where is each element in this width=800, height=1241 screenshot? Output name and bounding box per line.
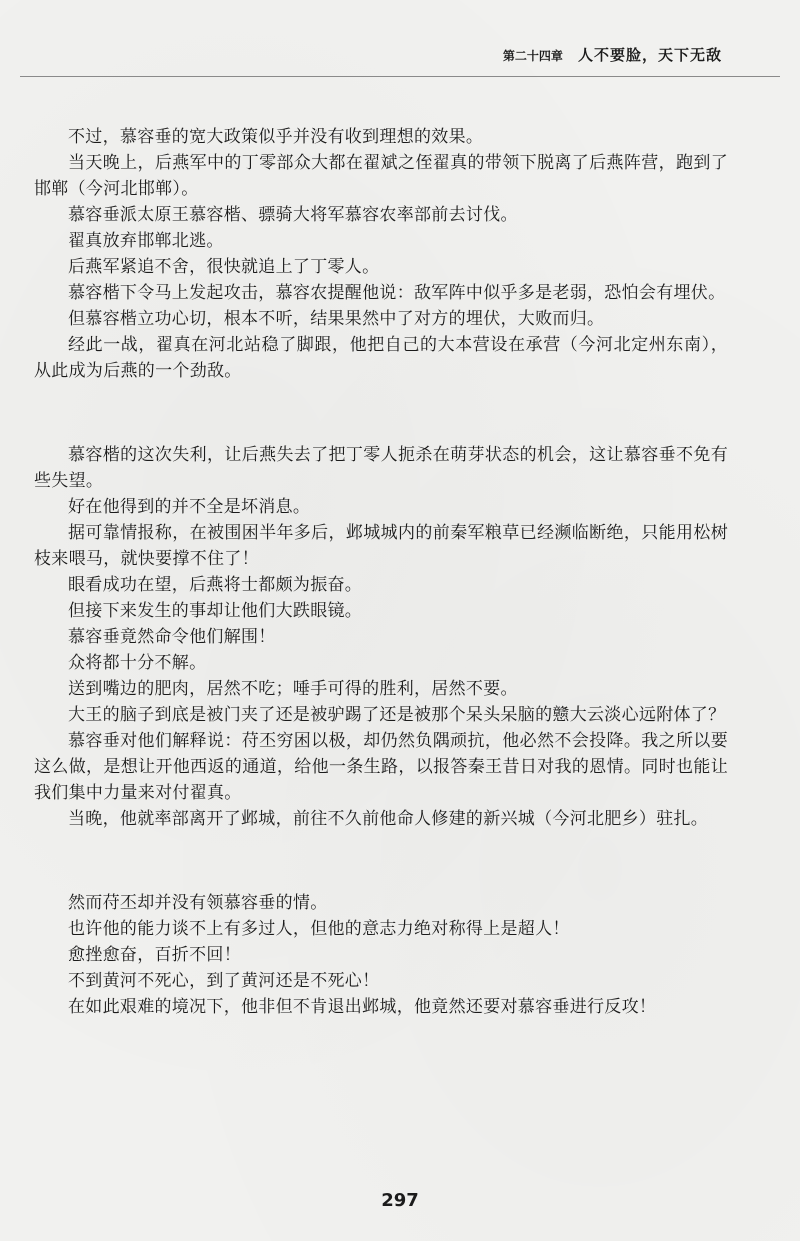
paragraph: 送到嘴边的肥肉，居然不吃；唾手可得的胜利，居然不要。 — [68, 679, 518, 699]
paragraph: 好在他得到的并不全是坏消息。 — [68, 497, 311, 517]
page-number: 297 — [381, 1190, 419, 1211]
section-gap — [34, 400, 728, 426]
paragraph: 后燕军紧追不舍，很快就追上了丁零人。 — [68, 257, 380, 277]
paragraph: 愈挫愈奋，百折不回！ — [68, 945, 241, 965]
paragraph: 众将都十分不解。 — [68, 653, 207, 673]
paragraph: 慕容垂派太原王慕容楷、骠骑大将军慕容农率部前去讨伐。 — [68, 205, 518, 225]
paragraph: 翟真放弃邯郸北逃。 — [68, 231, 224, 251]
body-text — [34, 124, 728, 1020]
paragraph: 当天晚上，后燕军中的丁零部众大都在翟斌之侄翟真的带领下脱离了后燕阵营，跑到了邯郸（今河北邯郸）。 — [34, 153, 728, 199]
paragraph: 据可靠情报称，在被围困半年多后，邺城城内的前秦军粮草已经濒临断绝，只能用松树枝来喂马，就快要撑不住了！ — [34, 523, 728, 569]
paragraph: 慕容垂对他们解释说：苻丕穷困以极，却仍然负隅顽抗，他必然不会投降。我之所以要这么做，是想让开他西返的通道，给他一条生路，以报答秦王昔日对我的恩情。同时也能让我们集中力量来对付翟真。 — [34, 731, 728, 803]
chapter-number: 第二十四章 — [502, 49, 563, 63]
paragraph: 慕容楷下令马上发起攻击，慕容农提醒他说：敌军阵中似乎多是老弱，恐怕会有埋伏。 — [68, 283, 726, 303]
chapter-title: 人不要脸，天下无敌 — [577, 46, 722, 64]
paragraph: 当晚，他就率部离开了邺城，前往不久前他命人修建的新兴城（今河北肥乡）驻扎。 — [68, 809, 709, 829]
section-gap — [34, 848, 728, 874]
paragraph: 慕容垂竟然命令他们解围！ — [68, 627, 276, 647]
paragraph: 大王的脑子到底是被门夹了还是被驴踢了还是被那个呆头呆脑的戆大云淡心远附体了？ — [68, 705, 726, 725]
paragraph: 但慕容楷立功心切，根本不听，结果果然中了对方的埋伏，大败而归。 — [68, 309, 605, 329]
paragraph: 眼看成功在望，后燕将士都颇为振奋。 — [68, 575, 363, 595]
paragraph: 不过，慕容垂的宽大政策似乎并没有收到理想的效果。 — [68, 127, 484, 147]
running-head — [503, 44, 722, 65]
paragraph: 经此一战，翟真在河北站稳了脚跟，他把自己的大本营设在承营（今河北定州东南），从此成为后燕的一个劲敌。 — [34, 335, 728, 381]
paragraph: 慕容楷的这次失利，让后燕失去了把丁零人扼杀在萌芽状态的机会，这让慕容垂不免有些失望。 — [34, 445, 728, 491]
paragraph: 在如此艰难的境况下，他非但不肯退出邺城，他竟然还要对慕容垂进行反攻！ — [68, 997, 657, 1017]
header-rule — [20, 76, 780, 77]
paragraph: 不到黄河不死心，到了黄河还是不死心！ — [68, 971, 380, 991]
paragraph: 但接下来发生的事却让他们大跌眼镜。 — [68, 601, 363, 621]
paragraph: 然而苻丕却并没有领慕容垂的情。 — [68, 893, 328, 913]
paragraph: 也许他的能力谈不上有多过人，但他的意志力绝对称得上是超人！ — [68, 919, 570, 939]
